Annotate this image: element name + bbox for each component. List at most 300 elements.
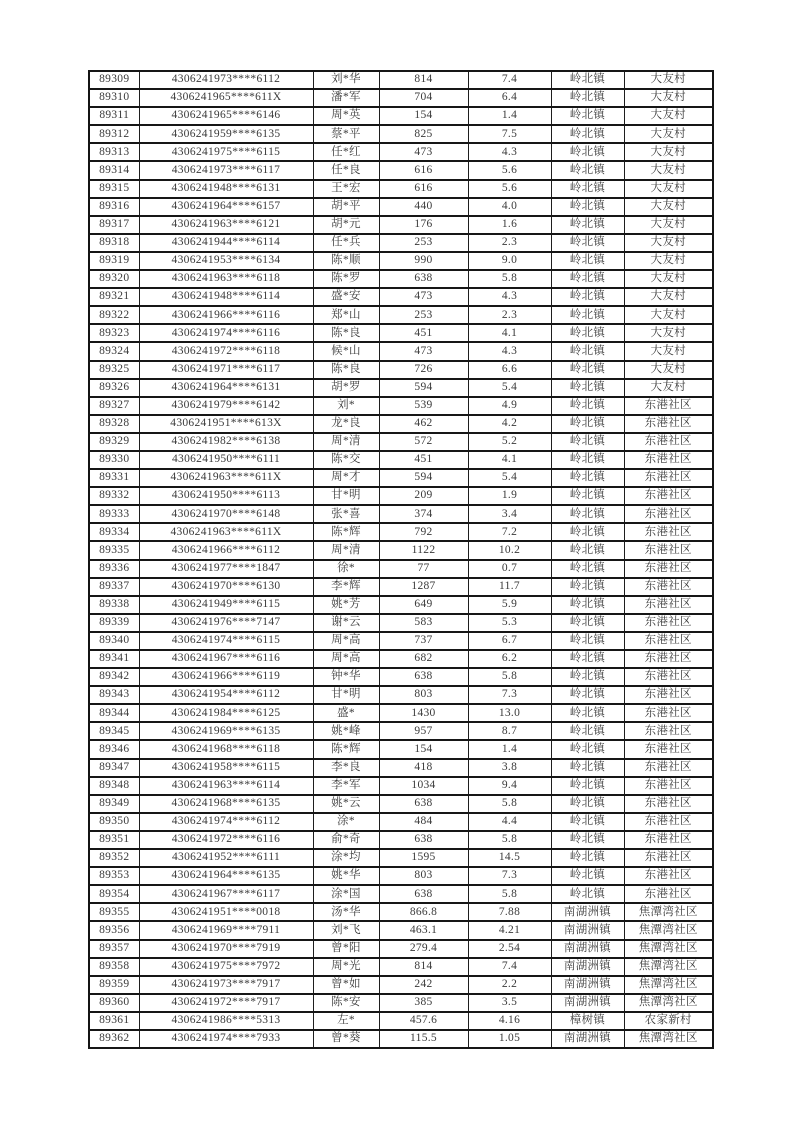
table-cell: 岭北镇 — [551, 740, 624, 758]
table-cell: 陈*顺 — [313, 252, 379, 270]
table-cell: 89312 — [89, 125, 139, 143]
table-cell: 焦潭湾社区 — [624, 940, 713, 958]
table-cell: 周*英 — [313, 107, 379, 125]
table-body — [89, 71, 713, 1048]
table-row — [89, 324, 713, 342]
table-cell: 825 — [379, 125, 468, 143]
table-cell: 4306241982****6138 — [139, 433, 313, 451]
table-row — [89, 433, 713, 451]
table-cell: 89314 — [89, 161, 139, 179]
table-cell: 89318 — [89, 234, 139, 252]
table-cell: 大友村 — [624, 161, 713, 179]
table-cell: 大友村 — [624, 379, 713, 397]
table-cell: 胡*平 — [313, 198, 379, 216]
table-cell: 大友村 — [624, 71, 713, 89]
table-row — [89, 976, 713, 994]
table-cell: 周*才 — [313, 469, 379, 487]
table-cell: 89341 — [89, 650, 139, 668]
table-row — [89, 849, 713, 867]
table-cell: 4306241973****6117 — [139, 161, 313, 179]
table-cell: 岭北镇 — [551, 487, 624, 505]
table-cell: 岭北镇 — [551, 541, 624, 559]
table-cell: 990 — [379, 252, 468, 270]
table-cell: 岭北镇 — [551, 324, 624, 342]
table-row — [89, 1030, 713, 1048]
table-cell: 潘*军 — [313, 89, 379, 107]
table-cell: 89317 — [89, 216, 139, 234]
table-cell: 4306241977****1847 — [139, 560, 313, 578]
table-cell: 周*高 — [313, 650, 379, 668]
table-cell: 岭北镇 — [551, 795, 624, 813]
table-cell: 周*高 — [313, 632, 379, 650]
table-cell: 89320 — [89, 270, 139, 288]
table-cell: 89324 — [89, 342, 139, 360]
table-cell: 7.3 — [468, 867, 551, 885]
table-cell: 陈*交 — [313, 451, 379, 469]
table-cell: 89331 — [89, 469, 139, 487]
table-cell: 徐* — [313, 560, 379, 578]
table-cell: 4306241948****6114 — [139, 288, 313, 306]
table-cell: 曾*葵 — [313, 1030, 379, 1048]
table-cell: 89328 — [89, 415, 139, 433]
table-cell: 253 — [379, 306, 468, 324]
table-cell: 89335 — [89, 541, 139, 559]
table-cell: 5.8 — [468, 270, 551, 288]
table-cell: 4.3 — [468, 288, 551, 306]
table-cell: 7.4 — [468, 958, 551, 976]
table-cell: 1.4 — [468, 740, 551, 758]
table-cell: 王*宏 — [313, 180, 379, 198]
table-row — [89, 252, 713, 270]
table-cell: 484 — [379, 813, 468, 831]
table-cell: 4.21 — [468, 921, 551, 939]
table-cell: 岭北镇 — [551, 759, 624, 777]
table-row — [89, 125, 713, 143]
table-cell: 803 — [379, 686, 468, 704]
table-cell: 4306241963****6114 — [139, 777, 313, 795]
table-cell: 4306241963****6118 — [139, 270, 313, 288]
table-cell: 6.4 — [468, 89, 551, 107]
table-row — [89, 903, 713, 921]
table-row — [89, 578, 713, 596]
table-cell: 东港社区 — [624, 397, 713, 415]
table-cell: 5.8 — [468, 795, 551, 813]
table-cell: 4306241950****6113 — [139, 487, 313, 505]
table-cell: 李*良 — [313, 759, 379, 777]
table-cell: 东港社区 — [624, 722, 713, 740]
table-row — [89, 831, 713, 849]
table-cell: 岭北镇 — [551, 361, 624, 379]
table-row — [89, 397, 713, 415]
table-cell: 岭北镇 — [551, 650, 624, 668]
table-cell: 4306241975****6115 — [139, 143, 313, 161]
table-row — [89, 722, 713, 740]
table-cell: 东港社区 — [624, 849, 713, 867]
table-cell: 樟树镇 — [551, 1012, 624, 1030]
table-cell: 姚*峰 — [313, 722, 379, 740]
table-row — [89, 415, 713, 433]
table-cell: 岭北镇 — [551, 578, 624, 596]
table-cell: 89361 — [89, 1012, 139, 1030]
table-cell: 涂* — [313, 813, 379, 831]
table-cell: 89356 — [89, 921, 139, 939]
table-cell: 6.7 — [468, 632, 551, 650]
table-cell: 7.4 — [468, 71, 551, 89]
table-cell: 4306241974****6115 — [139, 632, 313, 650]
table-cell: 4306241948****6131 — [139, 180, 313, 198]
table-cell: 4306241966****6119 — [139, 668, 313, 686]
table-cell: 4306241967****6117 — [139, 885, 313, 903]
table-cell: 89339 — [89, 614, 139, 632]
table-cell: 4306241976****7147 — [139, 614, 313, 632]
table-cell: 大友村 — [624, 361, 713, 379]
table-row — [89, 596, 713, 614]
table-cell: 东港社区 — [624, 541, 713, 559]
table-cell: 焦潭湾社区 — [624, 1030, 713, 1048]
table-cell: 东港社区 — [624, 415, 713, 433]
table-cell: 焦潭湾社区 — [624, 958, 713, 976]
table-cell: 89352 — [89, 849, 139, 867]
table-cell: 岭北镇 — [551, 143, 624, 161]
table-cell: 89325 — [89, 361, 139, 379]
table-cell: 4.9 — [468, 397, 551, 415]
table-cell: 盛*安 — [313, 288, 379, 306]
table-cell: 周*清 — [313, 433, 379, 451]
table-cell: 89340 — [89, 632, 139, 650]
table-cell: 463.1 — [379, 921, 468, 939]
table-cell: 东港社区 — [624, 469, 713, 487]
table-cell: 5.3 — [468, 614, 551, 632]
table-cell: 89362 — [89, 1030, 139, 1048]
table-cell: 周*光 — [313, 958, 379, 976]
table-cell: 451 — [379, 324, 468, 342]
table-cell: 2.54 — [468, 940, 551, 958]
table-cell: 张*喜 — [313, 505, 379, 523]
table-cell: 岭北镇 — [551, 270, 624, 288]
table-row — [89, 288, 713, 306]
table-cell: 89351 — [89, 831, 139, 849]
table-cell: 甘*明 — [313, 686, 379, 704]
table-cell: 10.2 — [468, 541, 551, 559]
table-cell: 4306241968****6118 — [139, 740, 313, 758]
table-cell: 岭北镇 — [551, 198, 624, 216]
table-cell: 572 — [379, 433, 468, 451]
table-cell: 704 — [379, 89, 468, 107]
table-cell: 南湖洲镇 — [551, 903, 624, 921]
table-cell: 4306241964****6157 — [139, 198, 313, 216]
table-cell: 89313 — [89, 143, 139, 161]
table-cell: 焦潭湾社区 — [624, 976, 713, 994]
table-cell: 盛* — [313, 704, 379, 722]
table-cell: 焦潭湾社区 — [624, 903, 713, 921]
table-cell: 岭北镇 — [551, 777, 624, 795]
table-cell: 岭北镇 — [551, 885, 624, 903]
table-cell: 7.88 — [468, 903, 551, 921]
table-row — [89, 813, 713, 831]
table-cell: 东港社区 — [624, 632, 713, 650]
table-cell: 岭北镇 — [551, 216, 624, 234]
table-cell: 陈*安 — [313, 994, 379, 1012]
table-row — [89, 940, 713, 958]
table-cell: 岭北镇 — [551, 668, 624, 686]
table-cell: 457.6 — [379, 1012, 468, 1030]
table-row — [89, 885, 713, 903]
table-cell: 682 — [379, 650, 468, 668]
table-row — [89, 379, 713, 397]
table-row — [89, 994, 713, 1012]
table-cell: 农家新村 — [624, 1012, 713, 1030]
table-cell: 岭北镇 — [551, 505, 624, 523]
table-cell: 1.4 — [468, 107, 551, 125]
table-cell: 东港社区 — [624, 777, 713, 795]
table-cell: 115.5 — [379, 1030, 468, 1048]
table-row — [89, 867, 713, 885]
table-row — [89, 560, 713, 578]
table-cell: 岭北镇 — [551, 107, 624, 125]
table-cell: 东港社区 — [624, 433, 713, 451]
table-cell: 东港社区 — [624, 867, 713, 885]
table-cell: 77 — [379, 560, 468, 578]
table-row — [89, 107, 713, 125]
table-cell: 594 — [379, 469, 468, 487]
table-cell: 东港社区 — [624, 759, 713, 777]
table-cell: 89359 — [89, 976, 139, 994]
table-cell: 638 — [379, 885, 468, 903]
table-cell: 89327 — [89, 397, 139, 415]
table-row — [89, 180, 713, 198]
table-cell: 胡*罗 — [313, 379, 379, 397]
table-cell: 曾*如 — [313, 976, 379, 994]
table-cell: 4306241968****6135 — [139, 795, 313, 813]
table-cell: 792 — [379, 523, 468, 541]
table-row — [89, 541, 713, 559]
table-cell: 东港社区 — [624, 795, 713, 813]
table-cell: 焦潭湾社区 — [624, 994, 713, 1012]
table-cell: 89358 — [89, 958, 139, 976]
table-cell: 4306241973****7917 — [139, 976, 313, 994]
table-cell: 东港社区 — [624, 885, 713, 903]
table-cell: 1034 — [379, 777, 468, 795]
table-cell: 616 — [379, 161, 468, 179]
table-cell: 岭北镇 — [551, 71, 624, 89]
table-row — [89, 198, 713, 216]
table-cell: 385 — [379, 994, 468, 1012]
table-row — [89, 71, 713, 89]
table-cell: 4306241964****6131 — [139, 379, 313, 397]
table-cell: 东港社区 — [624, 668, 713, 686]
table-cell: 242 — [379, 976, 468, 994]
beneficiary-table — [88, 70, 714, 1049]
table-cell: 东港社区 — [624, 686, 713, 704]
table-cell: 李*辉 — [313, 578, 379, 596]
table-cell: 5.8 — [468, 668, 551, 686]
table-cell: 7.2 — [468, 523, 551, 541]
table-cell: 南湖洲镇 — [551, 940, 624, 958]
table-cell: 583 — [379, 614, 468, 632]
table-cell: 岭北镇 — [551, 849, 624, 867]
table-cell: 大友村 — [624, 180, 713, 198]
table-row — [89, 342, 713, 360]
table-cell: 1122 — [379, 541, 468, 559]
table-cell: 89355 — [89, 903, 139, 921]
table-cell: 东港社区 — [624, 451, 713, 469]
table-cell: 东港社区 — [624, 560, 713, 578]
table-cell: 姚*云 — [313, 795, 379, 813]
table-cell: 462 — [379, 415, 468, 433]
table-cell: 4.1 — [468, 451, 551, 469]
table-row — [89, 270, 713, 288]
table-cell: 4306241964****6135 — [139, 867, 313, 885]
table-cell: 89322 — [89, 306, 139, 324]
table-row — [89, 234, 713, 252]
table-cell: 176 — [379, 216, 468, 234]
table-cell: 737 — [379, 632, 468, 650]
table-cell: 1595 — [379, 849, 468, 867]
table-cell: 3.4 — [468, 505, 551, 523]
table-cell: 89321 — [89, 288, 139, 306]
table-cell: 1.9 — [468, 487, 551, 505]
table-cell: 岭北镇 — [551, 614, 624, 632]
table-cell: 李*军 — [313, 777, 379, 795]
table-cell: 374 — [379, 505, 468, 523]
table-cell: 638 — [379, 795, 468, 813]
table-cell: 3.5 — [468, 994, 551, 1012]
table-cell: 东港社区 — [624, 813, 713, 831]
table-row — [89, 361, 713, 379]
table-cell: 岭北镇 — [551, 686, 624, 704]
table-cell: 4306241967****6116 — [139, 650, 313, 668]
table-cell: 4.3 — [468, 143, 551, 161]
table-cell: 4306241984****6125 — [139, 704, 313, 722]
table-cell: 1.6 — [468, 216, 551, 234]
table-cell: 7.5 — [468, 125, 551, 143]
table-cell: 岭北镇 — [551, 813, 624, 831]
table-cell: 大友村 — [624, 306, 713, 324]
table-cell: 岭北镇 — [551, 632, 624, 650]
table-row — [89, 216, 713, 234]
table-cell: 14.5 — [468, 849, 551, 867]
table-cell: 209 — [379, 487, 468, 505]
table-cell: 候*山 — [313, 342, 379, 360]
table-cell: 岭北镇 — [551, 125, 624, 143]
table-cell: 岭北镇 — [551, 831, 624, 849]
table-cell: 253 — [379, 234, 468, 252]
table-cell: 89343 — [89, 686, 139, 704]
table-cell: 5.4 — [468, 379, 551, 397]
table-cell: 4306241970****6130 — [139, 578, 313, 596]
table-cell: 594 — [379, 379, 468, 397]
table-cell: 89323 — [89, 324, 139, 342]
table-cell: 大友村 — [624, 198, 713, 216]
table-cell: 岭北镇 — [551, 704, 624, 722]
table-cell: 任*红 — [313, 143, 379, 161]
table-cell: 5.2 — [468, 433, 551, 451]
table-cell: 东港社区 — [624, 487, 713, 505]
table-cell: 4306241979****6142 — [139, 397, 313, 415]
table-cell: 岭北镇 — [551, 252, 624, 270]
table-cell: 473 — [379, 342, 468, 360]
table-cell: 4306241963****611X — [139, 523, 313, 541]
table-cell: 814 — [379, 958, 468, 976]
table-row — [89, 632, 713, 650]
table-cell: 638 — [379, 270, 468, 288]
table-cell: 涂*均 — [313, 849, 379, 867]
table-row — [89, 469, 713, 487]
table-cell: 5.6 — [468, 180, 551, 198]
table-row — [89, 487, 713, 505]
table-cell: 451 — [379, 451, 468, 469]
table-row — [89, 668, 713, 686]
table-cell: 4306241966****6116 — [139, 306, 313, 324]
table-cell: 4306241972****7917 — [139, 994, 313, 1012]
table-row — [89, 686, 713, 704]
table-cell: 89353 — [89, 867, 139, 885]
table-cell: 大友村 — [624, 107, 713, 125]
table-cell: 89330 — [89, 451, 139, 469]
table-row — [89, 650, 713, 668]
table-cell: 89310 — [89, 89, 139, 107]
table-cell: 岭北镇 — [551, 397, 624, 415]
table-cell: 89338 — [89, 596, 139, 614]
table-cell: 814 — [379, 71, 468, 89]
table-cell: 岭北镇 — [551, 180, 624, 198]
table-cell: 4306241970****6148 — [139, 505, 313, 523]
table-cell: 4306241974****6116 — [139, 324, 313, 342]
table-cell: 2.2 — [468, 976, 551, 994]
table-row — [89, 451, 713, 469]
table-cell: 638 — [379, 668, 468, 686]
table-cell: 刘* — [313, 397, 379, 415]
table-cell: 陈*良 — [313, 361, 379, 379]
table-cell: 大友村 — [624, 342, 713, 360]
table-cell: 89333 — [89, 505, 139, 523]
table-cell: 279.4 — [379, 940, 468, 958]
table-cell: 4.0 — [468, 198, 551, 216]
table-cell: 89345 — [89, 722, 139, 740]
table-cell: 5.8 — [468, 885, 551, 903]
table-cell: 726 — [379, 361, 468, 379]
table-cell: 4306241973****6112 — [139, 71, 313, 89]
table-cell: 8.7 — [468, 722, 551, 740]
table-cell: 89349 — [89, 795, 139, 813]
table-cell: 4306241959****6135 — [139, 125, 313, 143]
table-cell: 89309 — [89, 71, 139, 89]
table-cell: 岭北镇 — [551, 89, 624, 107]
table-cell: 4306241965****6146 — [139, 107, 313, 125]
table-row — [89, 143, 713, 161]
table-cell: 大友村 — [624, 143, 713, 161]
table-cell: 418 — [379, 759, 468, 777]
table-cell: 89342 — [89, 668, 139, 686]
table-cell: 4306241963****6121 — [139, 216, 313, 234]
table-cell: 154 — [379, 740, 468, 758]
table-cell: 岭北镇 — [551, 161, 624, 179]
table-cell: 616 — [379, 180, 468, 198]
table-cell: 89334 — [89, 523, 139, 541]
table-cell: 957 — [379, 722, 468, 740]
table-cell: 任*良 — [313, 161, 379, 179]
table-cell: 南湖洲镇 — [551, 1030, 624, 1048]
table-cell: 钟*华 — [313, 668, 379, 686]
table-cell: 南湖洲镇 — [551, 976, 624, 994]
table-cell: 4306241986****5313 — [139, 1012, 313, 1030]
table-cell: 4306241953****6134 — [139, 252, 313, 270]
table-row — [89, 1012, 713, 1030]
table-cell: 东港社区 — [624, 704, 713, 722]
table-cell: 大友村 — [624, 324, 713, 342]
table-cell: 89316 — [89, 198, 139, 216]
table-cell: 岭北镇 — [551, 722, 624, 740]
